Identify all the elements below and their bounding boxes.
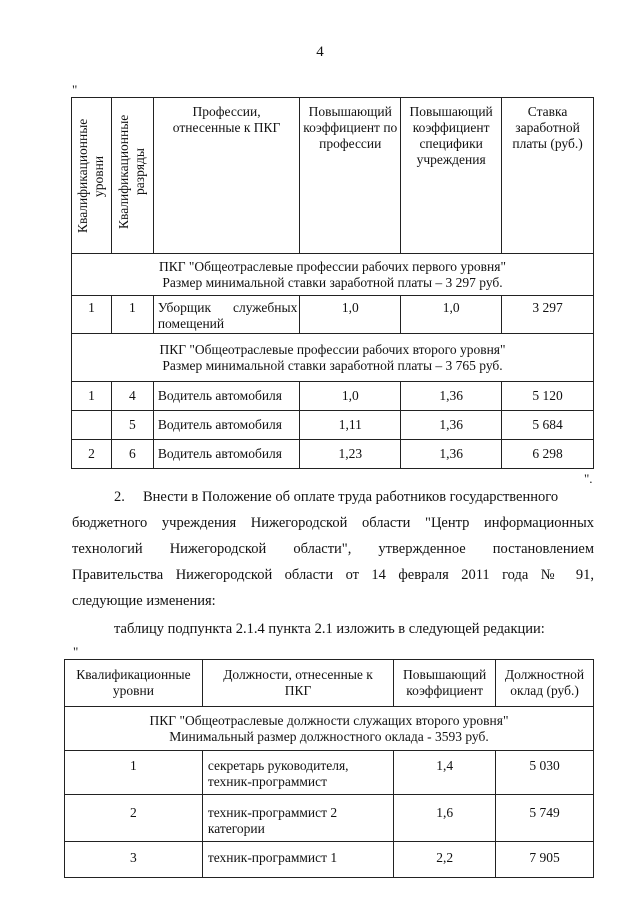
cell-salary: 5 749 [496,795,594,842]
cell-coef-profession: 1,0 [300,382,401,411]
opening-quote: " [73,644,79,659]
table-row [65,842,594,878]
cell-salary: 7 905 [496,842,594,878]
cell-rate: 5 684 [502,411,594,440]
cell-level: 2 [72,440,112,469]
closing-quote: ". [584,471,593,486]
cell-position: секретарь руководителя, техник-программист [202,751,393,795]
salary-table-employees [64,659,594,878]
tariff-table-workers [71,97,594,469]
page-number: 4 [316,44,324,60]
header-qualification-grades: Квалификационные разряды [111,98,153,254]
paragraph-line: 2. Внести в Положение об оплате труда работников государственного [114,489,559,505]
header-salary: Должностной оклад (руб.) [496,660,594,707]
cell-profession: Водитель автомобиля [153,411,300,440]
opening-quote: " [72,82,78,97]
cell-salary: 5 030 [496,751,594,795]
paragraph-line: Правительства Нижегородской области от 14 февраля 2011 года № 91, [72,567,594,583]
cell-coef-specific: 1,36 [401,411,502,440]
group-header-second-level [72,334,594,382]
header-rate: Ставка заработной платы (руб.) [502,98,594,254]
table-row [72,296,594,334]
group-subtitle: Размер минимальной ставки заработной платы – 3 765 руб. [162,357,503,373]
cell-coef: 1,6 [394,795,496,842]
cell-coef-profession: 1,0 [300,296,401,334]
cell-position: техник-программист 2 категории [202,795,393,842]
paragraph-line: следующие изменения: [72,593,216,609]
cell-grade: 6 [111,440,153,469]
group-header-first-level [72,254,594,296]
cell-level: 2 [65,795,203,842]
cell-position: техник-программист 1 [202,842,393,878]
header-coef-specific: Повышающий коэффициент специфики учреждения [401,98,502,254]
cell-grade: 1 [111,296,153,334]
cell-coef-specific: 1,0 [401,296,502,334]
paragraph-line: таблицу подпункта 2.1.4 пункта 2.1 изложить в следующей редакции: [114,621,545,637]
cell-rate: 3 297 [502,296,594,334]
header-qualification-levels: Квалификационные уровни [65,660,203,707]
cell-level: 1 [65,751,203,795]
group-title: ПКГ "Общеотраслевые должности служащих второго уровня" [149,712,509,728]
paragraph-line: технологий Нижегородской области", утвержденное постановлением [72,541,594,557]
table-row [72,382,594,411]
table-row [72,440,594,469]
cell-coef-specific: 1,36 [401,382,502,411]
cell-coef: 2,2 [394,842,496,878]
header-coef-profession: Повышающий коэффициент по профессии [300,98,401,254]
header-coef: Повышающий коэффициент [394,660,496,707]
cell-level: 1 [72,296,112,334]
group-subtitle: Минимальный размер должностного оклада - 3593 руб. [169,728,489,744]
cell-coef-specific: 1,36 [401,440,502,469]
cell-level: 1 [72,382,112,411]
cell-profession: Уборщик служебных помещений [153,296,300,334]
header-positions: Должности, отнесенные к ПКГ [202,660,393,707]
cell-grade: 5 [111,411,153,440]
group-title: ПКГ "Общеотраслевые профессии рабочих первого уровня" [158,258,506,274]
header-qualification-levels: Квалификационные уровни [72,98,112,254]
cell-level: 3 [65,842,203,878]
paragraph-line: бюджетного учреждения Нижегородской области "Центр информационных [72,515,594,531]
table-row [72,411,594,440]
cell-profession: Водитель автомобиля [153,382,300,411]
cell-rate: 6 298 [502,440,594,469]
group-header-second-level [65,707,594,751]
table-row [65,751,594,795]
table-row [65,795,594,842]
cell-coef: 1,4 [394,751,496,795]
header-professions: Профессии, отнесенные к ПКГ [153,98,300,254]
cell-grade: 4 [111,382,153,411]
cell-profession: Водитель автомобиля [153,440,300,469]
paragraph-2 [72,484,594,642]
cell-coef-profession: 1,23 [300,440,401,469]
group-subtitle: Размер минимальной ставки заработной платы – 3 297 руб. [162,274,503,290]
cell-rate: 5 120 [502,382,594,411]
group-title: ПКГ "Общеотраслевые профессии рабочих второго уровня" [159,341,506,357]
cell-level [72,411,112,440]
cell-coef-profession: 1,11 [300,411,401,440]
